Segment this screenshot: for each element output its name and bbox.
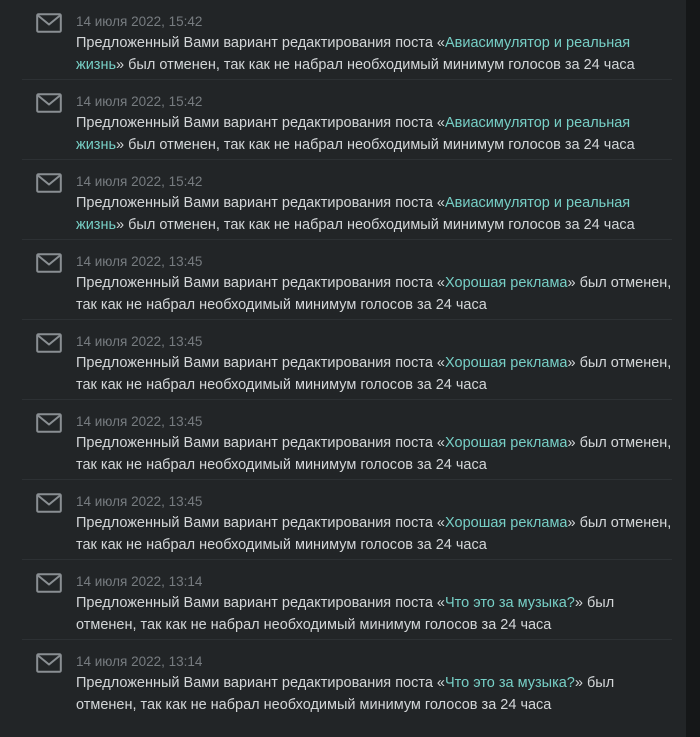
envelope-icon <box>36 173 62 193</box>
notification-message <box>76 513 676 556</box>
envelope-icon <box>36 573 62 593</box>
envelope-icon <box>36 653 62 673</box>
notification-message <box>76 673 676 716</box>
notification-date: 14 июля 2022, 13:45 <box>76 414 203 429</box>
post-link[interactable]: Хорошая реклама <box>445 275 568 291</box>
notification-message <box>76 433 676 476</box>
message-suffix: » был отменен, так как не набрал необходимый минимум голосов за 24 часа <box>76 675 615 713</box>
notification-item <box>22 320 672 400</box>
message-suffix: » был отменен, так как не набрал необходимый минимум голосов за 24 часа <box>76 355 672 393</box>
notification-date: 14 июля 2022, 15:42 <box>76 14 203 29</box>
message-prefix: Предложенный Вами вариант редактирования поста « <box>76 115 445 131</box>
message-prefix: Предложенный Вами вариант редактирования поста « <box>76 195 445 211</box>
notification-date: 14 июля 2022, 15:42 <box>76 94 203 109</box>
notification-date: 14 июля 2022, 13:45 <box>76 494 203 509</box>
notification-date: 14 июля 2022, 13:45 <box>76 254 203 269</box>
notification-item <box>22 560 672 640</box>
message-suffix: » был отменен, так как не набрал необходимый минимум голосов за 24 часа <box>76 275 672 313</box>
message-suffix: » был отменен, так как не набрал необходимый минимум голосов за 24 часа <box>76 435 672 473</box>
post-link[interactable]: Хорошая реклама <box>445 435 568 451</box>
post-link[interactable]: Что это за музыка? <box>445 595 575 611</box>
message-prefix: Предложенный Вами вариант редактирования поста « <box>76 595 445 611</box>
notification-message <box>76 353 676 396</box>
envelope-icon <box>36 333 62 353</box>
notification-item <box>22 240 672 320</box>
envelope-icon <box>36 253 62 273</box>
message-suffix: » был отменен, так как не набрал необходимый минимум голосов за 24 часа <box>76 515 672 553</box>
notification-date: 14 июля 2022, 13:14 <box>76 574 203 589</box>
message-prefix: Предложенный Вами вариант редактирования поста « <box>76 435 445 451</box>
notification-message <box>76 33 676 76</box>
envelope-icon <box>36 93 62 113</box>
notification-date: 14 июля 2022, 13:14 <box>76 654 203 669</box>
post-link[interactable]: Что это за музыка? <box>445 675 575 691</box>
message-suffix: » был отменен, так как не набрал необходимый минимум голосов за 24 часа <box>76 595 615 633</box>
message-suffix: » был отменен, так как не набрал необходимый минимум голосов за 24 часа <box>116 216 635 233</box>
notification-item <box>22 0 672 80</box>
notification-message <box>76 593 676 636</box>
notification-item <box>22 400 672 480</box>
message-prefix: Предложенный Вами вариант редактирования поста « <box>76 515 445 531</box>
post-link[interactable]: Авиасимулятор и реальная жизнь <box>76 115 631 153</box>
notification-message <box>76 273 676 316</box>
notification-message <box>76 193 676 236</box>
envelope-icon <box>36 493 62 513</box>
notification-list <box>22 0 672 720</box>
message-prefix: Предложенный Вами вариант редактирования поста « <box>76 675 445 691</box>
notification-item <box>22 640 672 720</box>
notification-date: 14 июля 2022, 13:45 <box>76 334 203 349</box>
notification-date: 14 июля 2022, 15:42 <box>76 174 203 189</box>
message-prefix: Предложенный Вами вариант редактирования поста « <box>76 35 445 51</box>
notification-item <box>22 160 672 240</box>
envelope-icon <box>36 413 62 433</box>
notification-item <box>22 80 672 160</box>
notification-message <box>76 113 676 156</box>
message-suffix: » был отменен, так как не набрал необходимый минимум голосов за 24 часа <box>116 136 635 153</box>
message-prefix: Предложенный Вами вариант редактирования поста « <box>76 275 445 291</box>
post-link[interactable]: Хорошая реклама <box>445 515 568 531</box>
notification-item <box>22 480 672 560</box>
post-link[interactable]: Авиасимулятор и реальная жизнь <box>76 35 631 73</box>
post-link[interactable]: Хорошая реклама <box>445 355 568 371</box>
post-link[interactable]: Авиасимулятор и реальная жизнь <box>76 195 631 233</box>
envelope-icon <box>36 13 62 33</box>
message-prefix: Предложенный Вами вариант редактирования поста « <box>76 355 445 371</box>
message-suffix: » был отменен, так как не набрал необходимый минимум голосов за 24 часа <box>116 56 635 73</box>
